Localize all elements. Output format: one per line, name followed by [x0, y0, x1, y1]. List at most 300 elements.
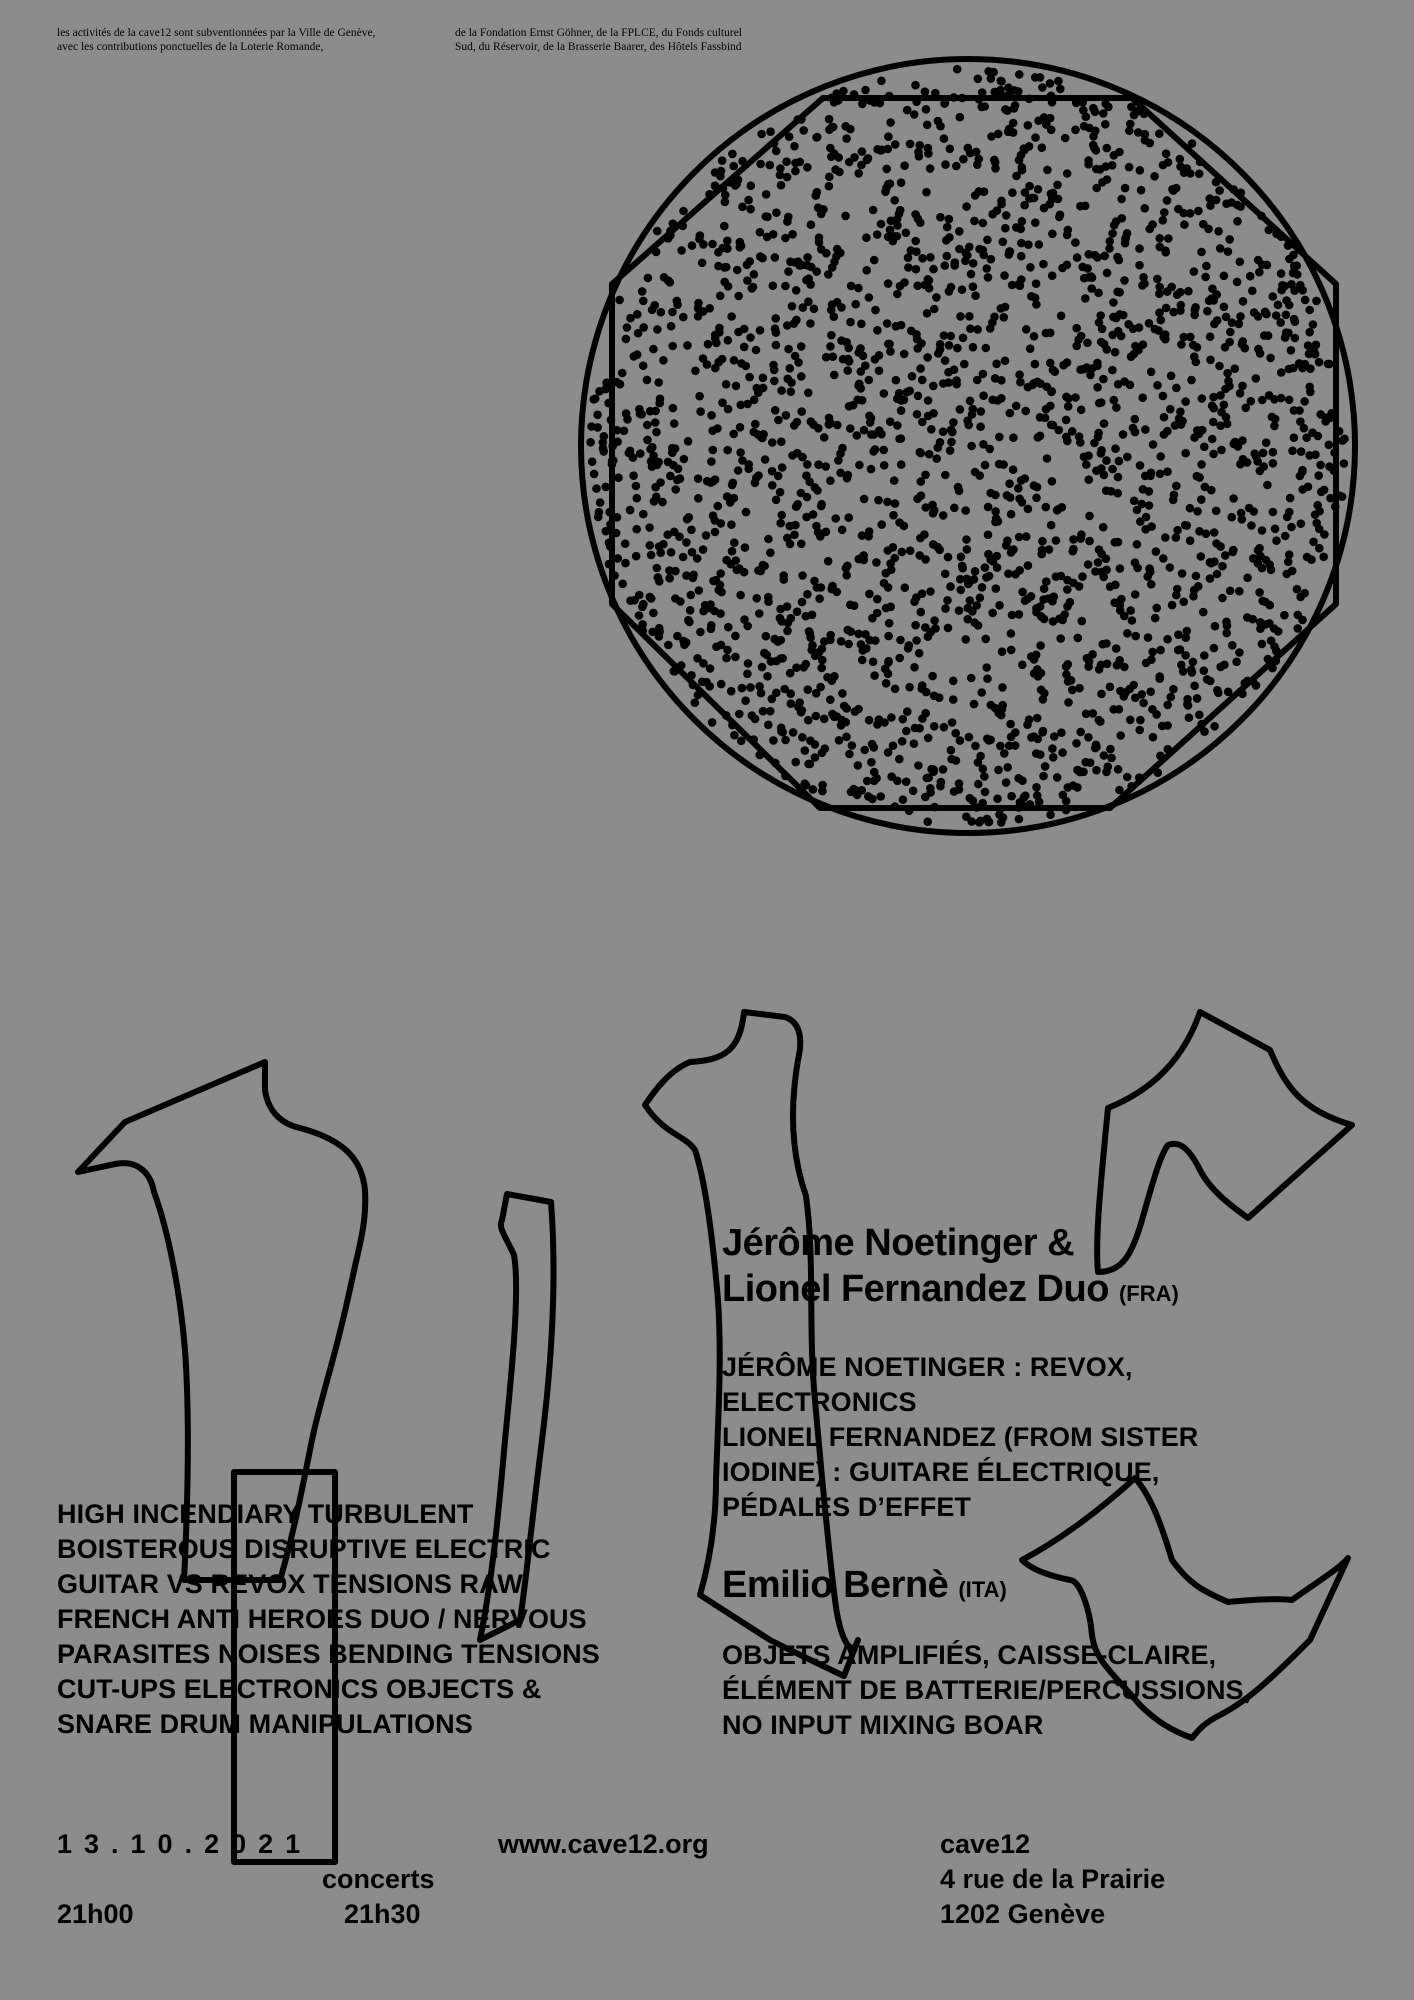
stipple-dot: [1101, 120, 1110, 129]
stipple-dot: [588, 457, 597, 466]
stipple-dot: [743, 670, 752, 679]
stipple-dot: [757, 130, 766, 139]
stipple-dot: [1082, 710, 1091, 719]
stipple-dot: [986, 736, 995, 745]
stipple-dot: [806, 319, 815, 328]
stipple-dot: [691, 367, 700, 376]
stippled-circle-graphic: [586, 65, 1348, 827]
stipple-dot: [1062, 393, 1071, 402]
stipple-dot: [859, 551, 868, 560]
stipple-dot: [988, 396, 997, 405]
stipple-dot: [1030, 732, 1039, 741]
stipple-dot: [683, 341, 692, 350]
stipple-dot: [1123, 453, 1132, 462]
stipple-dot: [714, 502, 723, 511]
stipple-dot: [1005, 479, 1014, 488]
stipple-dot: [1160, 208, 1169, 217]
stipple-dot: [648, 443, 657, 452]
stipple-dot: [1317, 488, 1326, 497]
stipple-dot: [1096, 717, 1105, 726]
stipple-dot: [677, 246, 686, 255]
stipple-dot: [870, 256, 879, 265]
stipple-dot: [1108, 229, 1117, 238]
stipple-dot: [806, 760, 815, 769]
stipple-dot: [815, 238, 824, 247]
stipple-dot: [810, 305, 819, 314]
stipple-dot: [1090, 439, 1099, 448]
stipple-dot: [1082, 112, 1091, 121]
stipple-dot: [1258, 396, 1267, 405]
stipple-dot: [962, 202, 971, 211]
stipple-dot: [708, 240, 717, 249]
stipple-dot: [1209, 450, 1218, 459]
stipple-dot: [902, 777, 911, 786]
stipple-dot: [1186, 536, 1195, 545]
stipple-dot: [1126, 606, 1135, 615]
stipple-dot: [964, 421, 973, 430]
stipple-dot: [906, 140, 915, 149]
stipple-dot: [1241, 344, 1250, 353]
stipple-dot: [705, 682, 714, 691]
stipple-dot: [711, 168, 720, 177]
stipple-dot: [772, 147, 781, 156]
stipple-dot: [867, 465, 876, 474]
stipple-dot: [668, 444, 677, 453]
stipple-dot: [804, 389, 813, 398]
stipple-dot: [893, 221, 902, 230]
stipple-dot: [812, 191, 821, 200]
stipple-dot: [928, 672, 937, 681]
stipple-dot: [622, 335, 631, 344]
stipple-dot: [755, 609, 764, 618]
stipple-dot: [1163, 196, 1172, 205]
stipple-dot: [873, 326, 882, 335]
stipple-dot: [1048, 271, 1057, 280]
stipple-dot: [1238, 515, 1247, 524]
stipple-dot: [1209, 393, 1218, 402]
stipple-dot: [865, 716, 874, 725]
stipple-dot: [713, 424, 722, 433]
stipple-dot: [782, 157, 791, 166]
stipple-dot: [854, 705, 863, 714]
stipple-dot: [1229, 548, 1238, 557]
act2-title: [722, 1562, 1007, 1613]
stipple-dot: [602, 527, 611, 536]
stipple-dot: [1042, 405, 1051, 414]
stipple-dot: [776, 519, 785, 528]
venue-name: cave12: [940, 1829, 1031, 1859]
stipple-dot: [947, 332, 956, 341]
stipple-dot: [805, 478, 814, 487]
stipple-dot: [1291, 317, 1300, 326]
stipple-dot: [949, 695, 958, 704]
stipple-dot: [1225, 338, 1234, 347]
stipple-dot: [924, 149, 933, 158]
stipple-dot: [1136, 166, 1145, 175]
stipple-dot: [945, 215, 954, 224]
stipple-dot: [1104, 103, 1113, 112]
stipple-dot: [1226, 328, 1235, 337]
stipple-dot: [1031, 360, 1040, 369]
stipple-dot: [1015, 815, 1024, 824]
stipple-dot: [778, 511, 787, 520]
stipple-dot: [592, 484, 601, 493]
stipple-dot: [1199, 220, 1208, 229]
stipple-dot: [758, 254, 767, 263]
stipple-dot: [788, 451, 797, 460]
stipple-dot: [723, 244, 732, 253]
stipple-dot: [912, 593, 921, 602]
stipple-dot: [1169, 685, 1178, 694]
stipple-dot: [987, 701, 996, 710]
stipple-dot: [1080, 274, 1089, 283]
stipple-dot: [1185, 713, 1194, 722]
stipple-dot: [1074, 335, 1083, 344]
stipple-dot: [786, 364, 795, 373]
stipple-dot: [1018, 588, 1027, 597]
stipple-dot: [723, 646, 732, 655]
stipple-dot: [842, 733, 851, 742]
stipple-dot: [836, 469, 845, 478]
stipple-dot: [776, 614, 785, 623]
stipple-dot: [929, 765, 938, 774]
stipple-dot: [1141, 425, 1150, 434]
stipple-dot: [1270, 422, 1279, 431]
stipple-dot: [914, 392, 923, 401]
stipple-dot: [1187, 376, 1196, 385]
stipple-dot: [884, 748, 893, 757]
stipple-dot: [854, 761, 863, 770]
stipple-dot: [1084, 733, 1093, 742]
stipple-dot: [1084, 250, 1093, 259]
stipple-dot: [1159, 554, 1168, 563]
stipple-dot: [746, 683, 755, 692]
stipple-dot: [761, 455, 770, 464]
stipple-dot: [847, 282, 856, 291]
lineup-line: JÉRÔME NOETINGER : REVOX,: [722, 1352, 1133, 1382]
stipple-dot: [1198, 426, 1207, 435]
stipple-dot: [984, 67, 993, 76]
stipple-dot: [1206, 356, 1215, 365]
stipple-dot: [1155, 283, 1164, 292]
stipple-dot: [829, 123, 838, 132]
stipple-dot: [1030, 332, 1039, 341]
stipple-dot: [1324, 360, 1333, 369]
stipple-dot: [629, 471, 638, 480]
stipple-dot: [689, 571, 698, 580]
stipple-dot: [1288, 447, 1297, 456]
stipple-dot: [777, 437, 786, 446]
stipple-dot: [1301, 296, 1310, 305]
website-link[interactable]: www.cave12.org: [498, 1829, 709, 1859]
lineup-line: LIONEL FERNANDEZ (FROM SISTER: [722, 1422, 1199, 1452]
stipple-dot: [994, 766, 1003, 775]
stipple-dot: [772, 496, 781, 505]
stipple-dot: [957, 586, 966, 595]
stipple-dot: [680, 455, 689, 464]
stipple-dot: [691, 698, 700, 707]
stipple-dot: [1131, 428, 1140, 437]
stipple-dot: [754, 430, 763, 439]
stipple-dot: [965, 312, 974, 321]
stipple-dot: [916, 364, 925, 373]
stipple-dot: [674, 465, 683, 474]
stipple-dot: [1107, 754, 1116, 763]
stipple-dot: [884, 670, 893, 679]
stipple-dot: [1073, 766, 1082, 775]
stipple-dot: [1297, 519, 1306, 528]
stipple-dot: [941, 261, 950, 270]
stipple-dot: [948, 428, 957, 437]
stipple-dot: [966, 149, 975, 158]
stipple-dot: [1163, 635, 1172, 644]
stipple-dot: [728, 547, 737, 556]
stipple-dot: [766, 707, 775, 716]
stipple-dot: [911, 81, 920, 90]
event-date: 13.10.2021: [57, 1829, 313, 1859]
stipple-dot: [1016, 281, 1025, 290]
stipple-dot: [764, 721, 773, 730]
stipple-dot: [886, 179, 895, 188]
description-line: BOISTEROUS DISRUPTIVE ELECTRIC: [57, 1534, 551, 1564]
stipple-dot: [825, 115, 834, 124]
stipple-dot: [1238, 382, 1247, 391]
stipple-dot: [884, 132, 893, 141]
stipple-dot: [1155, 234, 1164, 243]
stipple-dot: [1110, 598, 1119, 607]
stipple-dot: [1143, 572, 1152, 581]
stipple-dot: [736, 238, 745, 247]
stipple-dot: [732, 382, 741, 391]
stipple-dot: [855, 380, 864, 389]
stipple-dot: [1027, 292, 1036, 301]
stipple-dot: [1282, 296, 1291, 305]
stipple-dot: [1062, 670, 1071, 679]
stipple-dot: [798, 453, 807, 462]
stipple-dot: [917, 491, 926, 500]
stipple-dot: [1153, 275, 1162, 284]
stipple-dot: [1015, 70, 1024, 79]
stipple-dot: [929, 382, 938, 391]
stipple-dot: [666, 472, 675, 481]
stipple-dot: [1009, 433, 1018, 442]
stipple-dot: [699, 354, 708, 363]
stipple-dot: [659, 540, 668, 549]
stipple-dot: [737, 401, 746, 410]
stipple-dot: [1191, 303, 1200, 312]
stipple-dot: [822, 462, 831, 471]
stipple-dot: [1030, 655, 1039, 664]
event-description: [57, 1497, 600, 1742]
stipple-dot: [862, 233, 871, 242]
stipple-dot: [769, 736, 778, 745]
stipple-dot: [791, 167, 800, 176]
stipple-dot: [833, 588, 842, 597]
stipple-dot: [786, 522, 795, 531]
stipple-dot: [802, 513, 811, 522]
stipple-dot: [832, 252, 841, 261]
stipple-dot: [772, 341, 781, 350]
stipple-dot: [1125, 163, 1134, 172]
stipple-dot: [756, 567, 765, 576]
stipple-dot: [1012, 223, 1021, 232]
stipple-dot: [1074, 634, 1083, 643]
stipple-dot: [1176, 407, 1185, 416]
stipple-dot: [1016, 378, 1025, 387]
stipple-dot: [1007, 510, 1016, 519]
stipple-dot: [643, 376, 652, 385]
stipple-dot: [1021, 791, 1030, 800]
stipple-dot: [857, 320, 866, 329]
stipple-dot: [946, 582, 955, 591]
stipple-dot: [1145, 501, 1154, 510]
stipple-dot: [1198, 394, 1207, 403]
stipple-dot: [1206, 677, 1215, 686]
stipple-dot: [728, 150, 737, 159]
stipple-dot: [873, 230, 882, 239]
stipple-dot: [826, 476, 835, 485]
stipple-dot: [1168, 601, 1177, 610]
stipple-dot: [1172, 482, 1181, 491]
stipple-dot: [790, 421, 799, 430]
stipple-dot: [793, 500, 802, 509]
stipple-dot: [826, 695, 835, 704]
stipple-dot: [842, 134, 851, 143]
stipple-dot: [1089, 132, 1098, 141]
stipple-dot: [1136, 517, 1145, 526]
stipple-dot: [1285, 396, 1294, 405]
stipple-dot: [982, 264, 991, 273]
stipple-dot: [907, 327, 916, 336]
stipple-dot: [1006, 720, 1015, 729]
stipple-dot: [1209, 404, 1218, 413]
stipple-dot: [1316, 461, 1325, 470]
stipple-dot: [869, 447, 878, 456]
stipple-dot: [817, 664, 826, 673]
stipple-dot: [1040, 584, 1049, 593]
stipple-dot: [738, 684, 747, 693]
stipple-dot: [984, 273, 993, 282]
stipple-dot: [1258, 640, 1267, 649]
stipple-dot: [794, 358, 803, 367]
stipple-dot: [626, 314, 635, 323]
stipple-dot: [1099, 640, 1108, 649]
stipple-dot: [987, 132, 996, 141]
stipple-dot: [791, 758, 800, 767]
stipple-dot: [769, 361, 778, 370]
stipple-dot: [1102, 566, 1111, 575]
venue-city: 1202 Genève: [940, 1899, 1106, 1929]
stipple-dot: [978, 583, 987, 592]
stipple-dot: [770, 635, 779, 644]
stipple-dot: [1100, 471, 1109, 480]
stipple-dot: [1144, 633, 1153, 642]
stipple-dot: [899, 715, 908, 724]
stipple-dot: [1114, 380, 1123, 389]
stipple-dot: [696, 231, 705, 240]
description-line: FRENCH ANTI HEROES DUO / NERVOUS: [57, 1604, 587, 1634]
stipple-dot: [647, 594, 656, 603]
stipple-dot: [654, 378, 663, 387]
stipple-dot: [965, 733, 974, 742]
stipple-dot: [900, 161, 909, 170]
stipple-dot: [939, 765, 948, 774]
stipple-dot: [979, 219, 988, 228]
stipple-dot: [815, 648, 824, 657]
stipple-dot: [917, 608, 926, 617]
stipple-dot: [721, 191, 730, 200]
stipple-dot: [923, 309, 932, 318]
stipple-dot: [1007, 733, 1016, 742]
stipple-dot: [1232, 658, 1241, 667]
stipple-dot: [975, 187, 984, 196]
stipple-dot: [798, 733, 807, 742]
stipple-dot: [986, 489, 995, 498]
stipple-dot: [803, 493, 812, 502]
stipple-dot: [1142, 659, 1151, 668]
stipple-dot: [718, 355, 727, 364]
stipple-dot: [1014, 484, 1023, 493]
stipple-dot: [1015, 566, 1024, 575]
stipple-dot: [954, 483, 963, 492]
stipple-dot: [867, 758, 876, 767]
stipple-dot: [724, 405, 733, 414]
act2-lineup: [722, 1638, 1251, 1743]
stipple-dot: [1009, 465, 1018, 474]
stipple-dot: [1181, 449, 1190, 458]
stipple-dot: [1007, 548, 1016, 557]
stipple-dot: [1109, 298, 1118, 307]
stipple-dot: [859, 352, 868, 361]
stipple-dot: [657, 308, 666, 317]
stipple-dot: [1049, 366, 1058, 375]
stipple-dot: [741, 696, 750, 705]
stipple-dot: [1062, 433, 1071, 442]
stipple-dot: [946, 446, 955, 455]
stipple-dot: [1077, 406, 1086, 415]
stipple-dot: [818, 749, 827, 758]
stipple-dot: [1006, 409, 1015, 418]
stipple-dot: [1282, 328, 1291, 337]
stipple-dot: [969, 259, 978, 268]
stipple-dot: [804, 685, 813, 694]
stipple-dot: [1261, 620, 1270, 629]
stipple-dot: [845, 750, 854, 759]
stipple-dot: [732, 180, 741, 189]
stipple-dot: [1290, 406, 1299, 415]
stipple-dot: [803, 253, 812, 262]
stipple-dot: [895, 755, 904, 764]
stipple-dot: [1108, 331, 1117, 340]
stipple-dot: [1054, 195, 1063, 204]
lineup-line: ÉLÉMENT DE BATTERIE/PERCUSSIONS,: [722, 1675, 1252, 1705]
stipple-dot: [1156, 646, 1165, 655]
stipple-dot: [726, 498, 735, 507]
stipple-dot: [639, 361, 648, 370]
stipple-dot: [862, 266, 871, 275]
stipple-dot: [1017, 476, 1026, 485]
stipple-dot: [877, 77, 886, 86]
stipple-dot: [998, 683, 1007, 692]
stipple-dot: [747, 181, 756, 190]
stipple-dot: [1228, 641, 1237, 650]
stipple-dot: [783, 602, 792, 611]
stipple-dot: [1287, 523, 1296, 532]
stipple-dot: [1035, 798, 1044, 807]
stipple-dot: [812, 267, 821, 276]
stipple-dot: [1173, 526, 1182, 535]
stipple-dot: [1026, 263, 1035, 272]
